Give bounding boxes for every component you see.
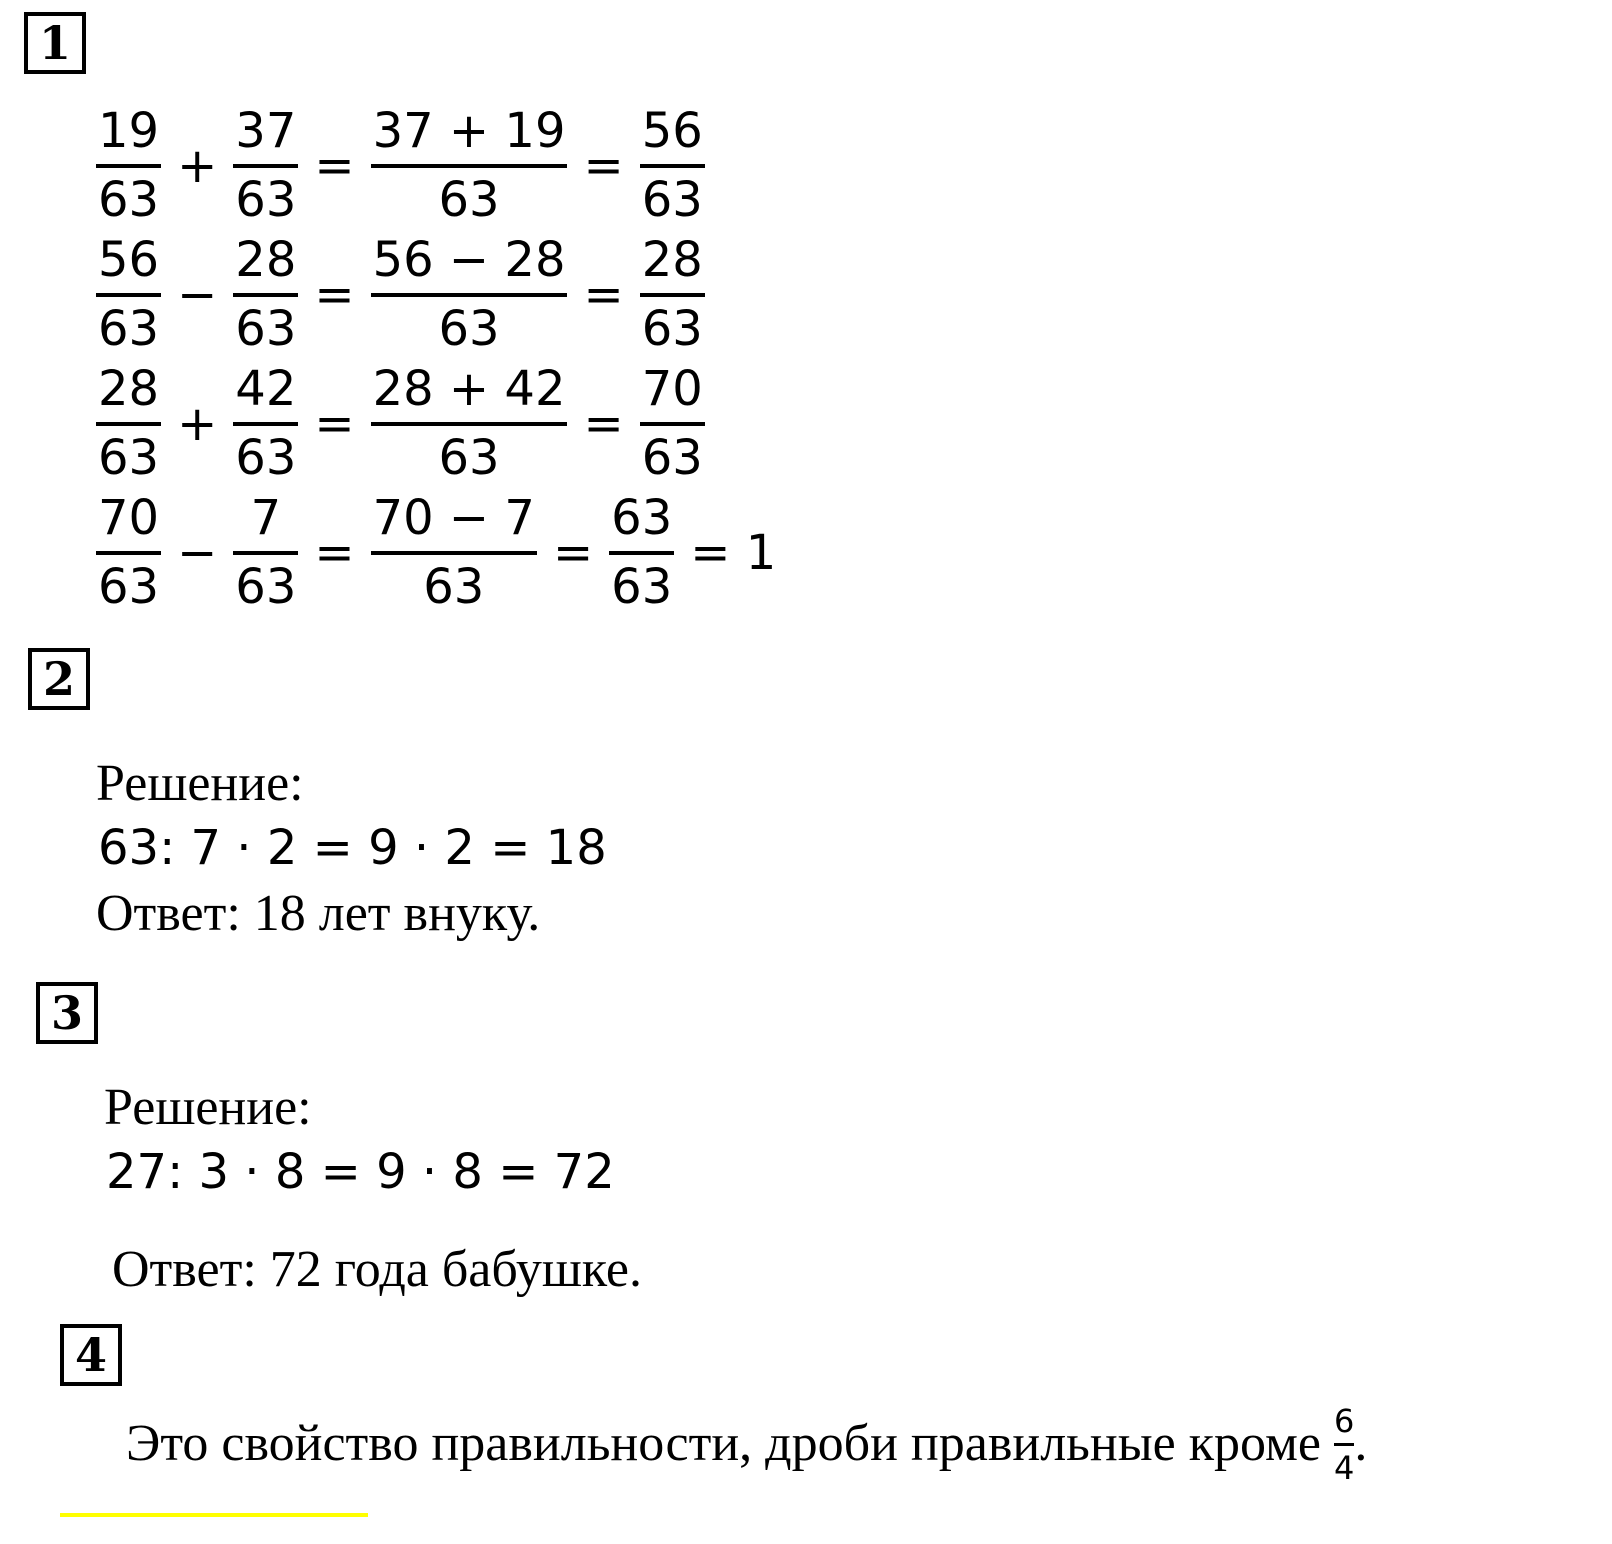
fraction-bar	[96, 164, 161, 168]
task2-solution-label: Решение:	[96, 755, 304, 812]
section-number-1: 1	[24, 12, 86, 74]
fraction-bar	[96, 422, 161, 426]
task4-statement	[126, 1394, 1367, 1494]
denominator: 63	[641, 301, 703, 357]
task4-period: .	[1354, 1415, 1368, 1472]
operator: −	[177, 525, 218, 581]
numerator: 28	[98, 361, 160, 418]
denominator: 63	[423, 559, 485, 615]
fraction-bar	[233, 422, 298, 426]
section-number-4: 4	[60, 1324, 122, 1386]
equals-sign: =	[314, 138, 355, 194]
fraction-bar	[371, 293, 568, 297]
numerator: 63	[611, 490, 673, 547]
fraction-bar	[1334, 1443, 1354, 1446]
denominator: 63	[235, 430, 297, 486]
highlight-underline	[60, 1513, 368, 1517]
fraction	[233, 234, 298, 356]
numerator: 7	[250, 490, 282, 547]
fraction	[371, 105, 568, 227]
equals-sign: =	[583, 267, 624, 323]
task4-text: Это свойство правильности, дроби правильные кроме	[126, 1415, 1334, 1472]
numerator: 37	[235, 103, 297, 160]
fraction	[233, 363, 298, 485]
fraction-bar	[371, 164, 568, 168]
numerator: 37 + 19	[372, 103, 566, 160]
equals-sign: =	[314, 396, 355, 452]
numerator: 19	[98, 103, 160, 160]
operator: +	[177, 396, 218, 452]
fraction-bar	[371, 551, 537, 555]
fraction	[640, 105, 705, 227]
task4-fraction	[1334, 1402, 1354, 1487]
denominator: 63	[641, 430, 703, 486]
section-number-3: 3	[36, 982, 98, 1044]
denominator: 63	[235, 559, 297, 615]
denominator: 63	[98, 301, 160, 357]
task3-expression: 27: 3 · 8 = 9 · 8 = 72	[106, 1144, 615, 1200]
numerator: 70	[98, 490, 160, 547]
denominator: 63	[438, 172, 500, 228]
fraction-bar	[371, 422, 568, 426]
numerator: 70 − 7	[372, 490, 535, 547]
fraction-bar	[640, 164, 705, 168]
numerator: 56	[641, 103, 703, 160]
numerator: 56 − 28	[372, 232, 566, 289]
numerator: 28	[235, 232, 297, 289]
task3-answer: Ответ: 72 года бабушке.	[112, 1241, 642, 1298]
fraction	[371, 363, 568, 485]
fraction-bar	[640, 422, 705, 426]
fraction	[609, 492, 674, 614]
numerator: 28 + 42	[372, 361, 566, 418]
equals-sign: =	[314, 525, 355, 581]
result: = 1	[690, 525, 777, 581]
denominator: 63	[98, 172, 160, 228]
fraction	[233, 492, 298, 614]
fraction-bar	[640, 293, 705, 297]
fraction	[96, 105, 161, 227]
equals-sign: =	[583, 396, 624, 452]
fraction	[96, 363, 161, 485]
numerator: 28	[641, 232, 703, 289]
equation-row	[96, 231, 737, 359]
fraction	[371, 234, 568, 356]
fraction-bar	[96, 293, 161, 297]
fraction	[96, 492, 161, 614]
fraction	[640, 363, 705, 485]
numerator: 42	[235, 361, 297, 418]
equation-row	[96, 102, 737, 230]
section-number-2: 2	[28, 648, 90, 710]
denominator: 4	[1333, 1448, 1355, 1487]
denominator: 63	[235, 172, 297, 228]
fraction	[96, 234, 161, 356]
denominator: 63	[611, 559, 673, 615]
operator: −	[177, 267, 218, 323]
numerator: 70	[641, 361, 703, 418]
task3-solution-label: Решение:	[104, 1079, 312, 1136]
task2-answer: Ответ: 18 лет внуку.	[96, 885, 541, 942]
equals-sign: =	[583, 138, 624, 194]
numerator: 56	[98, 232, 160, 289]
fraction	[640, 234, 705, 356]
denominator: 63	[438, 430, 500, 486]
fraction-bar	[233, 551, 298, 555]
fraction-bar	[233, 293, 298, 297]
equation-row	[96, 360, 737, 488]
denominator: 63	[98, 559, 160, 615]
equals-sign: =	[314, 267, 355, 323]
fraction-bar	[609, 551, 674, 555]
denominator: 63	[438, 301, 500, 357]
fraction	[233, 105, 298, 227]
denominator: 63	[98, 430, 160, 486]
fraction-bar	[233, 164, 298, 168]
numerator: 6	[1333, 1401, 1355, 1440]
equals-sign: =	[552, 525, 594, 581]
task2-expression: 63: 7 · 2 = 9 · 2 = 18	[98, 820, 607, 876]
denominator: 63	[235, 301, 297, 357]
fraction-bar	[96, 551, 161, 555]
operator: +	[177, 138, 218, 194]
equation-row	[96, 489, 792, 617]
fraction	[371, 492, 537, 614]
denominator: 63	[641, 172, 703, 228]
